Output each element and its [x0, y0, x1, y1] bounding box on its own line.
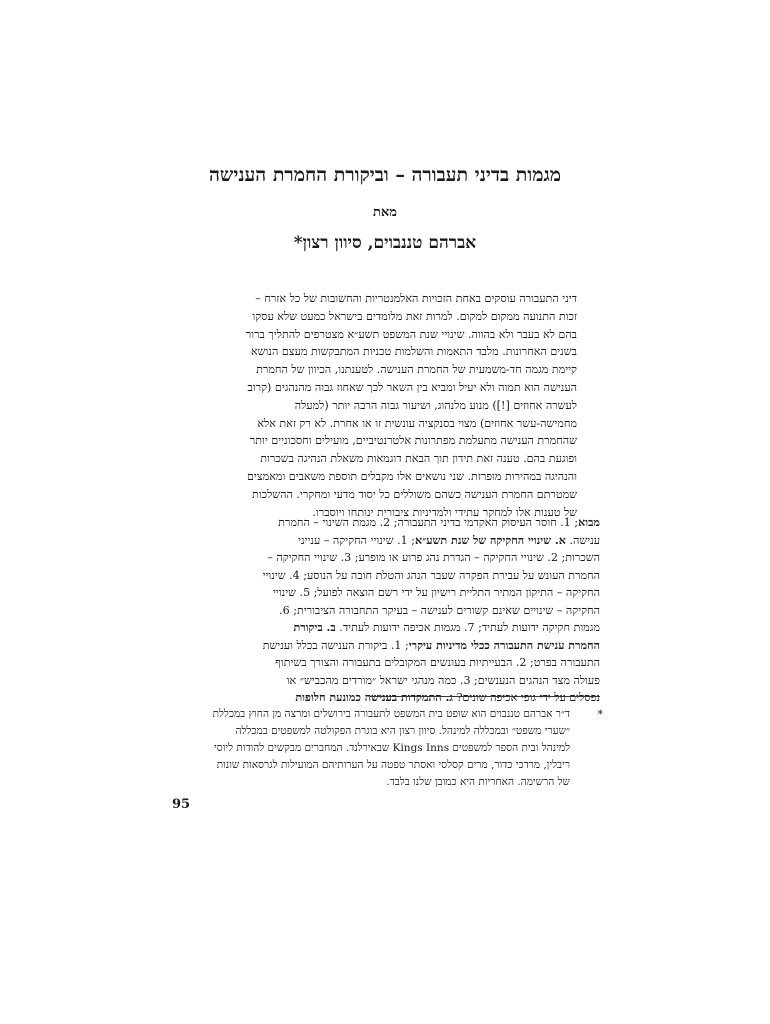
toc-heading: מבוא: [578, 516, 600, 529]
toc-line: [170, 567, 600, 585]
byline-label: מאת: [373, 205, 397, 220]
footnote-line: למינהל ובית הספר למשפטים Kings Inns שבאירלנד. המחברים מבקשים להודות ליוסי: [214, 742, 570, 754]
toc-heading: א. שינויי החקיקה של שנת תשע״א: [414, 533, 566, 547]
footnote-divider: [370, 696, 600, 697]
abstract-line: מחמישה-עשר אחוזים) מצוי בסנקציה עונשית זו או אחרת. לא רק זאת אלא: [257, 416, 577, 430]
toc-text: החקיקה – שינויים שאינם קשורים לענישה – בעיקר התחבורה הציבורית; 6.: [279, 603, 600, 617]
toc-text: ; 1. שינויי החקיקה – ענייני: [298, 533, 415, 547]
footnote-marker: *: [597, 708, 603, 721]
toc-line: [170, 654, 600, 672]
footnote: [170, 706, 603, 791]
footnote-line: ״שערי משפט״ ובמכללה למינהל. סיוון רצון היא בוגרת הפקולטה למשפטים במכללה: [235, 725, 570, 737]
toc-heading: ג. התמקדות בענישה כמונעת חלופות: [295, 691, 453, 704]
toc-text: השכרות; 2. שינויי החקיקה – הגדרת נהג פרוע או מופרע; 3. שינויי החקיקה –: [267, 551, 600, 564]
footnote-text: [170, 706, 570, 791]
abstract-line: של טענות אלו למחקר עתידי ולמדיניות ציבורית ינותחו ויוסברו.: [312, 505, 577, 519]
abstract-line: זכות התנועה ממקום למקום. למרות זאת מלומדים בישראל כמעט שלא עסקו: [252, 309, 577, 323]
abstract-line: קיימת מגמה חד-משמעית של החמרת הענישה. לטענתנו, הכיוון של החמרת: [256, 363, 577, 377]
footnote-line: של הרשימה. האחריות היא כמובן שלנו בלבד.: [386, 776, 570, 788]
toc-line: [170, 619, 600, 637]
table-of-contents: [170, 514, 600, 707]
abstract-line: שמטרתם החמרת הענישה כשהם משוללים כל יסוד מדעי ומחקרי. ההשלכות: [252, 487, 577, 501]
abstract-line: בשנים האחרונות. מלבד התאמות והשלמות טכניות המתבקשות מעצם הנושא: [251, 345, 577, 359]
abstract-line: ופוגעת בהם. טענה זאת תידון תוך הבאת דוגמאות משאלת הנהיגה בשכרות: [260, 452, 577, 466]
page-number: 95: [172, 797, 191, 812]
toc-text: ; 1. חוסר העיסוק האקדמי בדיני התעבורה; 2. מגמת השינוי – החמרת: [278, 516, 579, 529]
abstract: [200, 290, 577, 521]
toc-line: [170, 549, 600, 567]
toc-line: [170, 637, 600, 655]
abstract-line: שהחמרת הענישה מתעלמת מפתרונות אלטרנטיביים, מועילים וחסכוניים יותר: [249, 434, 577, 448]
toc-text: החמרת העונש על עבירת הפקרה שעבר הנהג והטלת חובה על הנוסע; 4. שינויי: [262, 568, 600, 582]
toc-line: [170, 672, 600, 690]
article-authors: אברהם טננבוים, סיוון רצון*: [293, 233, 477, 253]
toc-text: פעולה מצד הנהגים הנענשים; 3. כמה מנהגי ישראל ״מורדים מהכביש״ או: [286, 673, 600, 687]
toc-line: [170, 514, 600, 532]
abstract-line: בהם לא בעבר ולא בהווה. שינויי שנת המשפט תשע״א מצטרפים להתליך ברור: [245, 327, 577, 341]
toc-text: התעבורה בפרט; 2. הבעייתיות בעונשים המקובלים בתעבורה והצורך בשיתוף: [275, 656, 600, 669]
toc-heading: ב. ביקורת: [293, 621, 336, 634]
abstract-line: והנהיגה במהירות מופרזת. שני נושאים אלו מקבלים תוספת משאבים ומאמצים: [246, 469, 577, 483]
toc-line: [170, 584, 600, 602]
toc-text: ; 1. ביקורת הענישה בכלל וענישת: [262, 638, 409, 652]
toc-line: [170, 532, 600, 550]
toc-text: מגמות חקיקה ידועות לעתיד; 7. מגמות אכיפה ידועות לעתיד.: [335, 621, 600, 634]
abstract-line: הענישה הוא תמוה ולא יעיל ומביא בין השאר לכך שאחוז גבוה מהנהגים (קרוב: [247, 380, 577, 394]
toc-text: ענישה.: [565, 533, 600, 547]
article-title: מגמות בדיני תעבורה – וביקורת החמרת הענישה: [208, 164, 562, 186]
abstract-line: דיני התעבורה עוסקים באחת הזכויות האלמנטריות והחשובות של כל אזרח –: [255, 292, 577, 305]
toc-heading: החמרת ענישת התעבורה ככלי מדיניות עיקרי: [408, 638, 600, 652]
footnote-line: ריבלין, מרדכי כדור, מרים קסלסי ואסתר טפטה על הערותיהם המועילות לגרסאות שונות: [216, 759, 570, 771]
toc-line: [170, 602, 600, 620]
abstract-line: לעשרה אחוזים [!]) מנוע מלנהוג, ושיעור גבוה הרבה יותר (למעלה: [294, 398, 577, 412]
toc-line: [170, 689, 600, 707]
toc-text: החקיקה – התיקון המתיר התליית רישיון על ידי רשם הוצאה לפועל; 5. שינויי: [272, 586, 600, 599]
toc-text: נפסלים על ידי גופי אכיפה שונים?: [452, 691, 600, 704]
footnote-line: ד״ר אברהם טננבוים הוא שופט בית המשפט לתעבורה בירושלים ומרצה מן החוץ במכללת: [212, 708, 570, 720]
